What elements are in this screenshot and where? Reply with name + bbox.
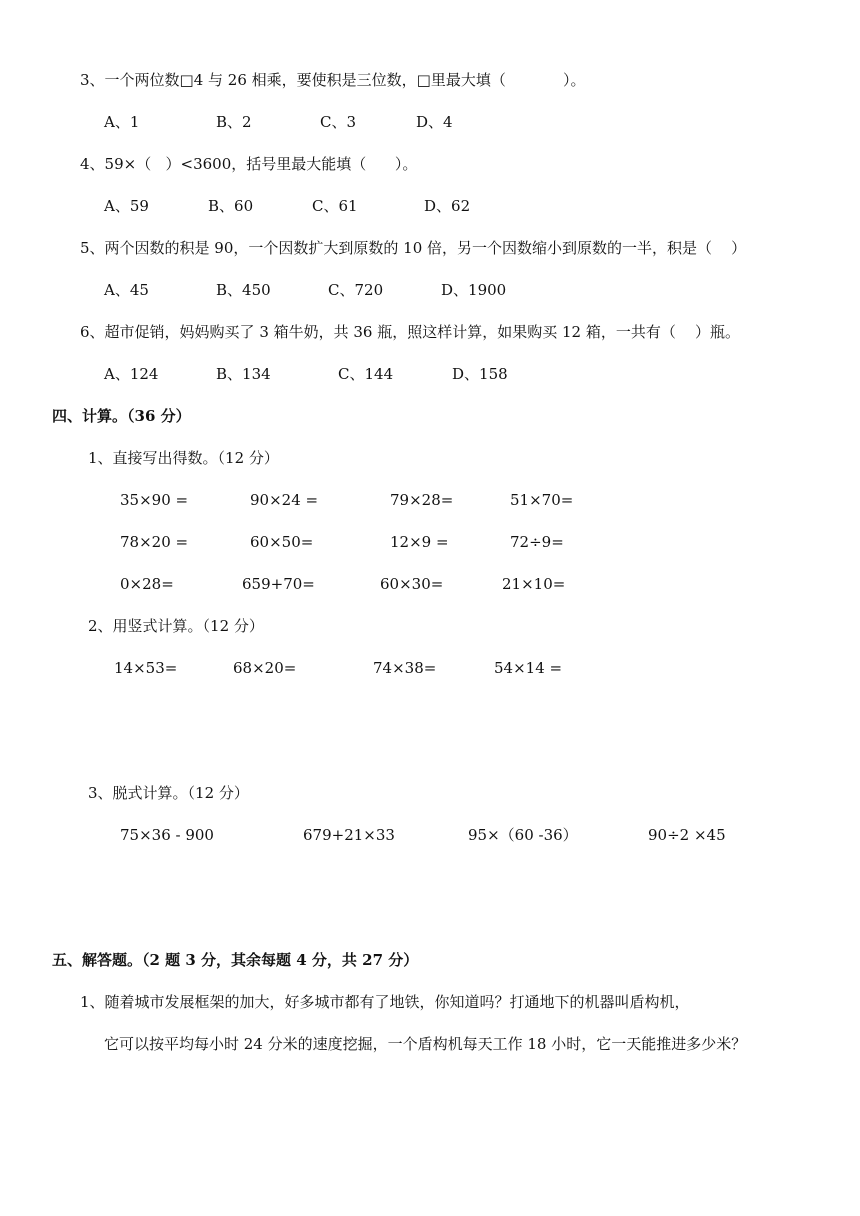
section-4-part-2-title: 2、用竖式计算。（12 分） (88, 617, 264, 635)
stepwise-calc-item: 75×36 - 900 (120, 826, 214, 844)
section-4-heading: 四、计算。（36 分） (52, 407, 191, 425)
oral-calc-item: 12×9 = (390, 533, 449, 551)
question-6-option-c: C、144 (338, 365, 394, 383)
word-problem-1-line-2: 它可以按平均每小时 24 分米的速度挖掘，一个盾构机每天工作 18 小时，它一天能推进多少米？ (104, 1035, 747, 1053)
oral-calc-item: 60×50= (250, 533, 314, 551)
vertical-calc-item: 68×20= (233, 659, 297, 677)
question-5-option-b: B、450 (216, 281, 271, 299)
oral-calc-item: 51×70= (510, 491, 574, 509)
section-4-part-1-title: 1、直接写出得数。（12 分） (88, 449, 279, 467)
oral-calc-item: 78×20 = (120, 533, 189, 551)
question-6-option-d: D、158 (452, 365, 508, 383)
question-3-option-d: D、4 (416, 113, 453, 131)
oral-calc-item: 79×28= (390, 491, 454, 509)
question-4-option-b: B、60 (208, 197, 254, 215)
oral-calc-item: 72÷9= (510, 533, 564, 551)
question-4-option-c: C、61 (312, 197, 358, 215)
question-5-option-c: C、720 (328, 281, 384, 299)
question-5-text: 5、两个因数的积是 90，一个因数扩大到原数的 10 倍，另一个因数缩小到原数的一半，积是（ ） (80, 239, 747, 257)
vertical-calc-item: 74×38= (373, 659, 437, 677)
question-6-option-a: A、124 (104, 365, 159, 383)
question-3-option-c: C、3 (320, 113, 357, 131)
question-3-option-b: B、2 (216, 113, 252, 131)
oral-calc-item: 60×30= (380, 575, 444, 593)
oral-calc-item: 21×10= (502, 575, 566, 593)
question-3-option-a: A、1 (104, 113, 140, 131)
stepwise-calc-item: 95×（60 -36） (468, 826, 578, 844)
section-5-heading: 五、解答题。（2 题 3 分，其余每题 4 分，共 27 分） (52, 951, 419, 969)
vertical-calc-item: 54×14 = (494, 659, 563, 677)
stepwise-calc-item: 90÷2 ×45 (648, 826, 726, 844)
question-4-option-a: A、59 (104, 197, 149, 215)
question-6-text: 6、超市促销，妈妈购买了 3 箱牛奶，共 36 瓶，照这样计算，如果购买 12 箱，一共有（ ）瓶。 (80, 323, 740, 341)
oral-calc-item: 0×28= (120, 575, 174, 593)
question-4-option-d: D、62 (424, 197, 471, 215)
oral-calc-item: 659+70= (242, 575, 315, 593)
oral-calc-item: 90×24 = (250, 491, 319, 509)
question-5-option-a: A、45 (104, 281, 149, 299)
question-5-option-d: D、1900 (441, 281, 507, 299)
vertical-calc-item: 14×53= (114, 659, 178, 677)
question-3-text: 3、一个两位数□4 与 26 相乘，要使积是三位数，□里最大填（ ）。 (80, 71, 586, 89)
oral-calc-item: 35×90 = (120, 491, 189, 509)
word-problem-1-line-1: 1、随着城市发展框架的加大，好多城市都有了地铁，你知道吗？打通地下的机器叫盾构机， (80, 993, 690, 1011)
stepwise-calc-item: 679+21×33 (303, 826, 395, 844)
section-4-part-3-title: 3、脱式计算。（12 分） (88, 784, 249, 802)
question-6-option-b: B、134 (216, 365, 271, 383)
question-4-text: 4、59×（ ）<3600，括号里最大能填（ ）。 (80, 155, 418, 173)
